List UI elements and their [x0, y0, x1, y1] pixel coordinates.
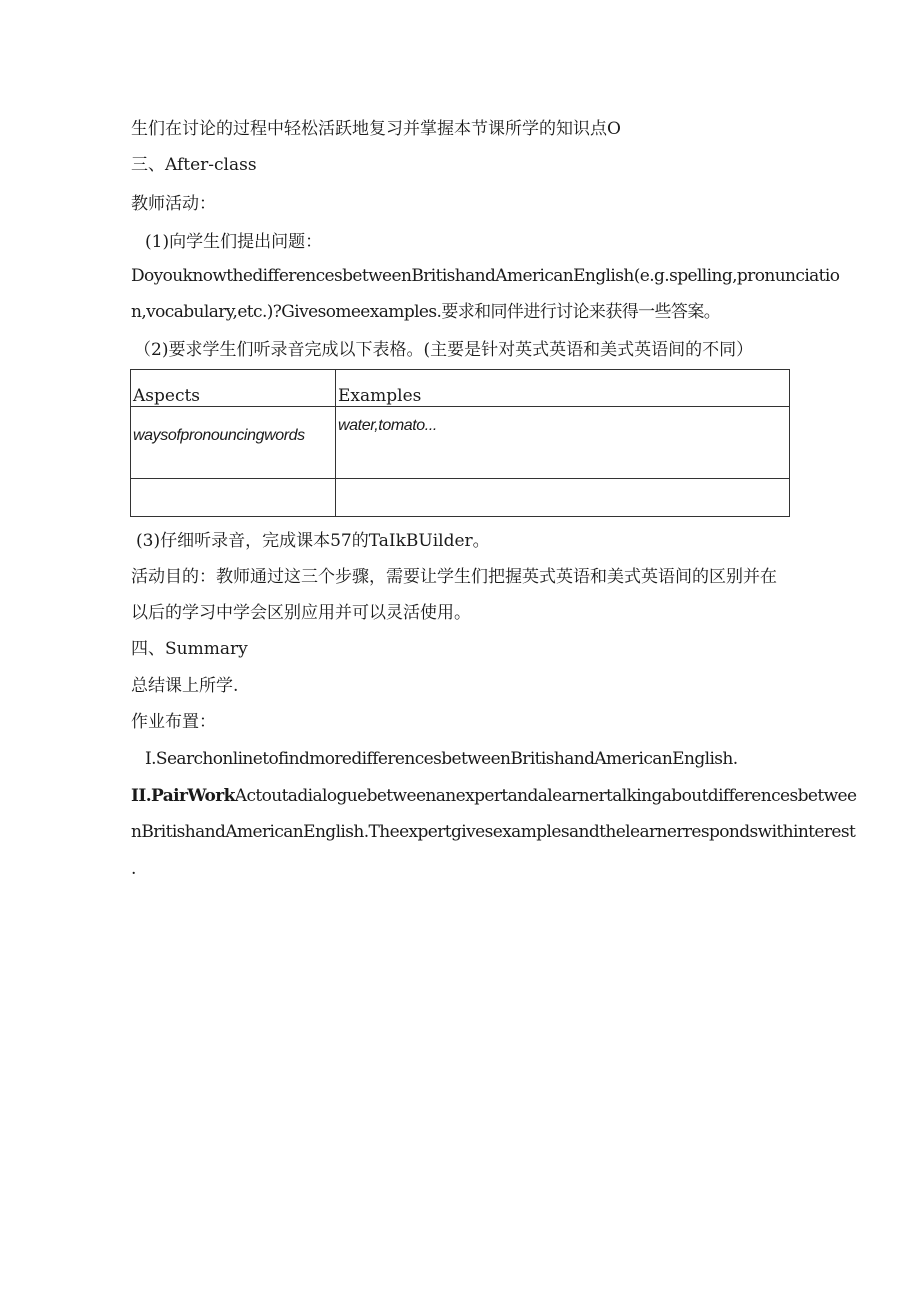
paragraph-review-note: 生们在讨论的过程中轻松活跃地复习并掌握本节课所学的知识点O [131, 119, 621, 139]
table-header-aspects: Aspects [131, 370, 336, 407]
homework-item-2-line-2: nBritishandAmericanEnglish.Theexpertgivesexamplesandthelearnerrespondswithinterest [131, 822, 856, 842]
table-cell-example: water,tomato... [336, 407, 790, 479]
homework-item-2-label: II.PairWork [131, 786, 235, 806]
table-header-examples: Examples [336, 370, 790, 407]
table-cell-empty [131, 479, 336, 517]
table-cell-aspect: waysofpronouncingwords [131, 407, 336, 479]
aspects-examples-table [130, 369, 790, 517]
homework-item-2-line-3: . [131, 859, 137, 879]
step-1: (1)向学生们提出问题： [145, 232, 323, 252]
teacher-activity-label: 教师活动： [131, 194, 216, 214]
question-line-1: DoyouknowthedifferencesbetweenBritishandAmericanEnglish(e.g.spelling,pronunciatio [131, 266, 840, 286]
homework-item-1: I.SearchonlinetofindmoredifferencesbetweenBritishandAmericanEnglish. [145, 749, 738, 769]
table-header-row [131, 370, 790, 407]
section-heading-after-class: 三、After-class [131, 155, 257, 175]
purpose-line-1: 活动目的：教师通过这三个步骤，需要让学生们把握英式英语和美式英语间的区别并在 [131, 567, 777, 587]
summary-text: 总结课上所学. [131, 676, 239, 696]
homework-item-2-text: Actoutadialoguebetweenanexpertandalearnertalkingaboutdifferencesbetwee [234, 786, 857, 806]
section-heading-summary: 四、Summary [131, 639, 248, 659]
table-row [131, 479, 790, 517]
homework-title: 作业布置： [131, 712, 216, 732]
homework-item-2-line-1 [131, 784, 856, 808]
table-row [131, 407, 790, 479]
purpose-line-2: 以后的学习中学会区别应用并可以灵活使用。 [131, 603, 471, 623]
question-line-2: n,vocabulary,etc.)?Givesomeexamples.要求和同伴进行讨论来获得一些答案。 [131, 302, 721, 322]
table-cell-empty [336, 479, 790, 517]
step-3: (3)仔细听录音，完成课本57的TaIkBUilder。 [136, 531, 490, 551]
step-2: （2)要求学生们听录音完成以下表格。(主要是针对英式英语和美式英语间的不同） [134, 340, 754, 360]
